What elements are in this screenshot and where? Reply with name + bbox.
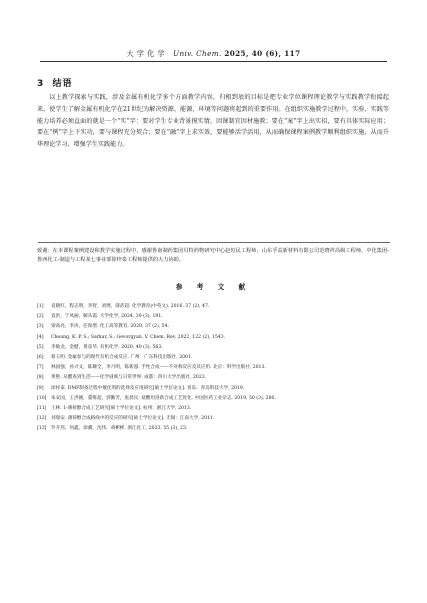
reference-text: 蔡玉明. 金属参与的现代有机合成反应. 广州：广东科技出版社, 2001. — [51, 355, 193, 361]
acknowledgement: 致谢：在本课程案例建设和教学实施过程中，感谢鲁南制药集团贝特药物研究中心赵恒民工程师、山东孚益新材料有限公司范晓祥高级工程师、中化集团-鲁西化工-制造与工程某七事业部徐梓泰工程师提供的大力协助。 — [37, 248, 389, 264]
reference-text: 李敏龙，金健，黄彦华. 有机化学, 2020, 40 (3), 563. — [51, 344, 163, 350]
header-rule — [40, 61, 387, 62]
reference-number: [12] — [37, 416, 47, 422]
reference-text: 罗开伟，何鑫，徐骥，沈伟，胡彬彬. 浙江化工, 2023, 55 (3), 23. — [51, 426, 188, 432]
reference-item — [37, 343, 389, 353]
reference-number: [13] — [37, 426, 47, 432]
reference-number: [5] — [37, 344, 44, 350]
reference-text: 梁高亮，李涛，任保增. 化工高等教育, 2020, 37 (2), 54. — [51, 324, 169, 330]
reference-item — [37, 373, 389, 383]
reference-text: 徐梓泰. DMF制备过程中催化剂的选择及应用研究[硕士学位论文]. 青岛：青岛科技大学, 2019. — [51, 385, 245, 391]
reference-item — [37, 353, 389, 363]
reference-item — [37, 333, 389, 343]
section-number: 3 — [37, 79, 45, 89]
reference-item — [37, 414, 389, 424]
acknowledgement-rule — [38, 242, 390, 243]
reference-text: Cheung, K. P. S.; Sarkar, S.; Gevorgyan, V. Chem. Rev. 2022, 122 (2), 1543. — [51, 334, 226, 340]
reference-item — [37, 384, 389, 394]
reference-item — [37, 404, 389, 414]
reference-list — [37, 302, 389, 435]
reference-number: [3] — [37, 324, 44, 330]
reference-item — [37, 424, 389, 434]
reference-text: 袁晓红，程志明，李智，刘博，薛武超. 化学教育(中英文), 2016, 37 (2), 47. — [51, 304, 210, 309]
journal-name-cn: 大 学 化 学 — [126, 49, 165, 58]
running-header — [0, 49, 427, 59]
reference-text: 刘瑞安. 薄荷醇合成路线中的反应的研究[硕士学位论文]. 无锡：江南大学, 2011. — [51, 416, 215, 422]
reference-number: [6] — [37, 355, 44, 361]
reference-text: 朱安国，王洪刚，董维超，郭勤芳，张晨民. 盐酸坦洛新合成工艺优化. 中国医药工业杂志, 2019, 50 (3), 280. — [51, 395, 276, 401]
reference-number: [4] — [37, 334, 44, 340]
journal-citation: 2025, 40 (6), 117 — [224, 49, 301, 58]
journal-name-en: Univ. Chem. — [173, 49, 222, 58]
reference-item — [37, 312, 389, 322]
reference-number: [1] — [37, 304, 44, 309]
reference-number: [2] — [37, 314, 44, 320]
reference-number: [11] — [37, 406, 47, 412]
reference-number: [7] — [37, 365, 44, 371]
reference-text: 王林. 1-薄荷醇合成工艺研究[硕士学位论文]. 杭州：浙江大学, 2013. — [51, 406, 192, 412]
reference-number: [8] — [37, 375, 44, 381]
references-heading: 参 考 文 献 — [175, 283, 252, 291]
conclusion-body — [37, 92, 389, 151]
reference-item — [37, 322, 389, 332]
reference-text: 林国强，孙兴文，陈耀全，李月明，陈新滋. 手性合成——不对称反应及其应用. 北京：科学出版社, 2013. — [51, 365, 266, 371]
reference-text: 袁洪，于凤丽，解从霞. 大学化学, 2024, 39 (3), 191. — [51, 314, 163, 320]
reference-text: 黄艳. 从醋查到生活——化学谜寓与日常世界. 成都：四川大学出版社, 2023. — [51, 375, 207, 381]
reference-number: [9] — [37, 385, 44, 391]
reference-item — [37, 394, 389, 404]
section-heading — [37, 76, 73, 89]
reference-item — [37, 302, 389, 312]
reference-item — [37, 363, 389, 373]
section-title: 结语 — [52, 79, 73, 89]
conclusion-paragraph: 以上教学探索与实践，涉及金属有机化学多个方面教学内容，归根到底的目标是把专业学位课程理论教学与实践教学衔接起来，使学生了解金属有机化学在21世纪为解决资源、能源、环境等问题将起到的重要作用。在组织实施教学过程中，实验、实践等能力培养必须直面的就是一个“实”字：要对学生专业背景摸实情，因课制宜因材施教；要在“案”字上出实招，要有具体实际应用；要在“例”字上下实功，要与课程充分契合；要在“融”字上求实效，要能够活学活用，从而确保课程案例教学顺利组织实施，从而升华理论学习，增强学生实践能力。 — [37, 94, 389, 149]
reference-number: [10] — [37, 395, 47, 401]
